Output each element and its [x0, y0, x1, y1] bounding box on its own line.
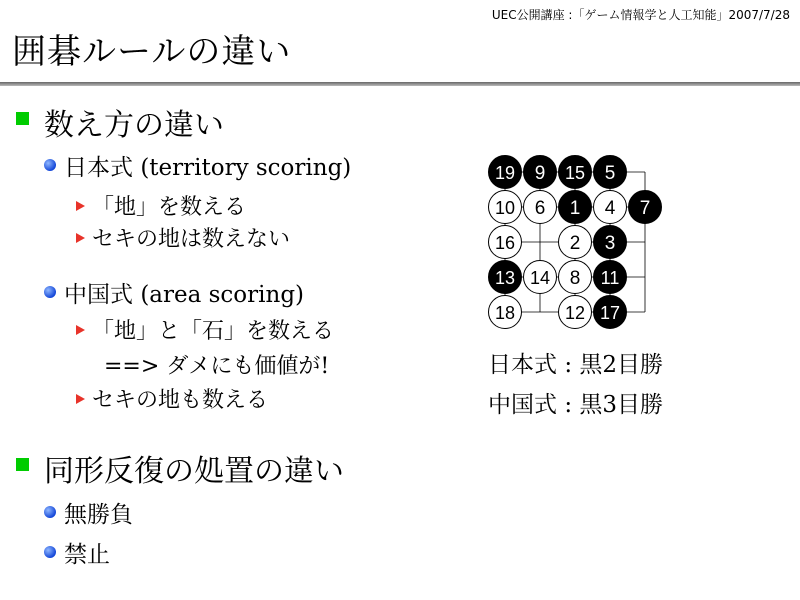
red-triangle-bullet-icon	[76, 201, 85, 211]
sub-note	[104, 349, 329, 380]
stone-move-number: 9	[534, 163, 546, 184]
item-japanese-rules	[64, 149, 351, 182]
result-label: 中国式	[488, 392, 557, 418]
arrow-text: ==>	[104, 354, 160, 379]
stone-move-number: 1	[569, 198, 581, 219]
stone-move-number: 5	[604, 163, 616, 184]
note-text: ダメにも価値が	[166, 354, 321, 379]
result-chinese	[488, 386, 663, 419]
stone-move-number: 19	[494, 163, 516, 183]
result-value: : 黒2目勝	[564, 352, 664, 378]
stone-move-number: 16	[494, 233, 516, 253]
item-chinese-rules	[64, 276, 304, 309]
stone-move-number: 2	[569, 233, 581, 254]
section-heading-counting: 数え方の違い	[44, 108, 224, 143]
slide-title: 囲碁ルールの違い	[12, 32, 292, 72]
red-triangle-bullet-icon	[76, 394, 85, 404]
stone-move-number: 15	[564, 163, 586, 183]
stone-move-number: 17	[599, 303, 621, 323]
stone-move-number: 4	[604, 198, 616, 219]
stone-move-number: 11	[600, 268, 620, 288]
stone-move-number: 7	[639, 198, 651, 219]
result-value: : 黒3目勝	[564, 392, 664, 418]
stone-move-number: 6	[534, 198, 546, 219]
item-label: 中国式	[64, 282, 133, 308]
blue-dot-bullet-icon	[44, 159, 56, 171]
blue-dot-bullet-icon	[44, 286, 56, 298]
stone-move-number: 8	[569, 268, 581, 289]
result-japanese	[488, 346, 663, 379]
stone-move-number: 3	[604, 233, 616, 254]
stone-move-number: 12	[564, 303, 586, 323]
slide-header: UEC公開講座 :「ゲーム情報学と人工知能」2007/7/28	[491, 8, 790, 22]
item-no-result: 無勝負	[64, 502, 133, 528]
green-square-bullet-icon	[16, 112, 29, 125]
red-triangle-bullet-icon	[76, 233, 85, 243]
stone-move-number: 10	[494, 198, 516, 218]
section-heading-repetition: 同形反復の処置の違い	[44, 454, 344, 489]
item-english: (area scoring)	[140, 282, 305, 308]
stone-move-number: 14	[529, 268, 551, 288]
green-square-bullet-icon	[16, 458, 29, 471]
item-label: 日本式	[64, 155, 133, 181]
stone-move-number: 13	[494, 268, 516, 288]
result-label: 日本式	[488, 352, 557, 378]
item-forbidden: 禁止	[64, 542, 110, 568]
sub-item: セキの地は数えない	[92, 227, 291, 252]
blue-dot-bullet-icon	[44, 546, 56, 558]
sub-item: 「地」と「石」を数える	[92, 319, 335, 344]
red-triangle-bullet-icon	[76, 325, 85, 335]
title-divider	[0, 82, 800, 86]
sub-item: セキの地も数える	[92, 388, 269, 413]
sub-item: 「地」を数える	[92, 195, 247, 220]
item-english: (territory scoring)	[140, 155, 352, 181]
stone-move-number: 18	[494, 303, 516, 323]
note-exclamation: !	[320, 354, 330, 379]
go-board-diagram	[480, 150, 670, 330]
blue-dot-bullet-icon	[44, 506, 56, 518]
